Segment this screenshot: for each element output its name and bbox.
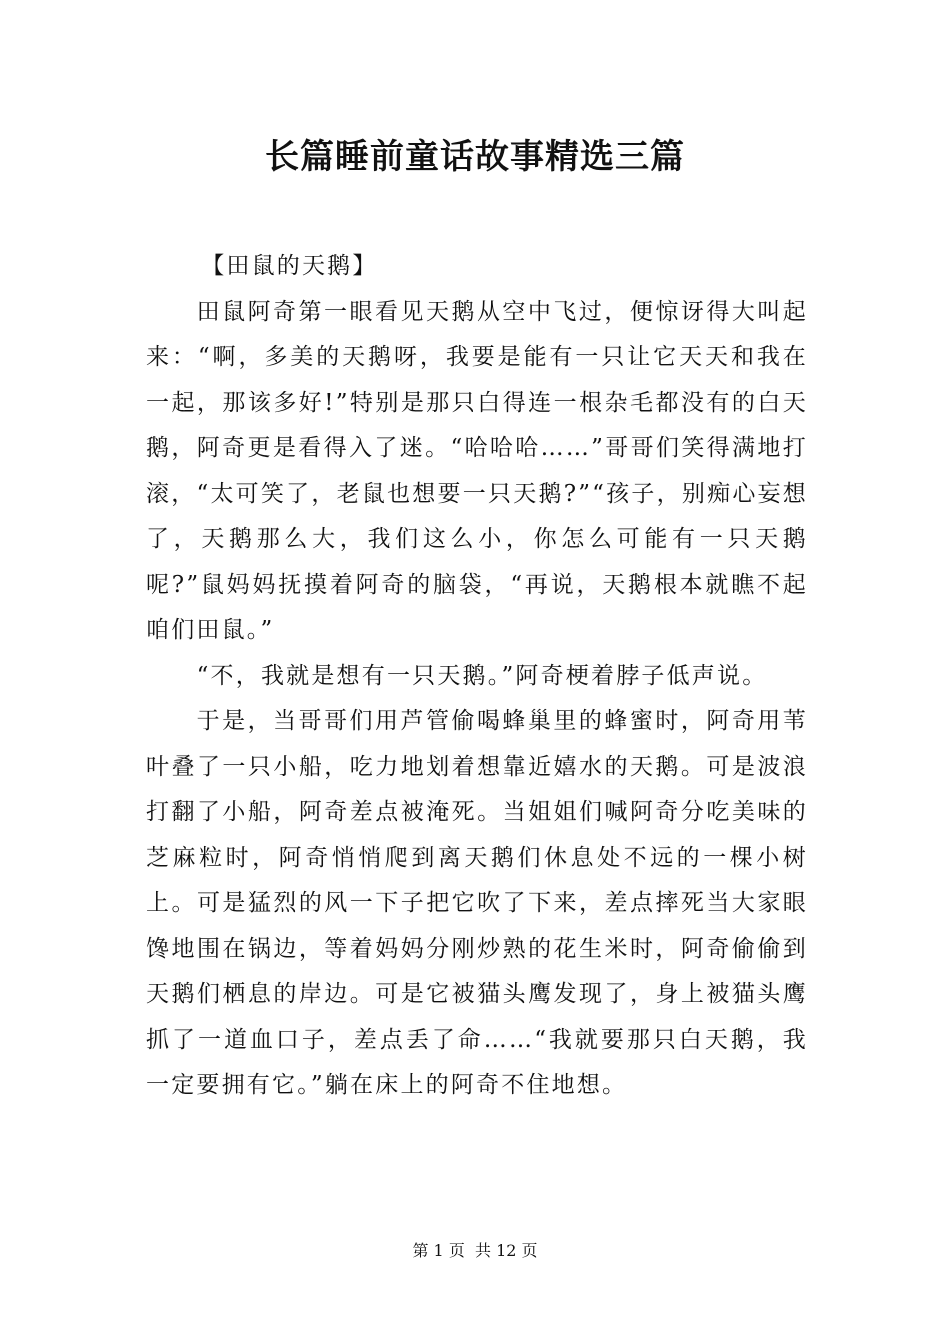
page-number: 第 1 页 共 12 页 <box>412 1241 538 1260</box>
paragraph-3: 于是，当哥哥们用芦管偷喝蜂巢里的蜂蜜时，阿奇用苇叶叠了一只小船，吃力地划着想靠近嬉水的天鹅。可是波浪打翻了小船，阿奇差点被淹死。当姐姐们喊阿奇分吃美味的芝麻粒时，阿奇悄悄爬到离天鹅们休息处不远的一棵小树上。可是猛烈的风一下子把它吹了下来，差点摔死当大家眼馋地围在锅边，等着妈妈分刚炒熟的花生米时，阿奇偷偷到天鹅们栖息的岸边。可是它被猫头鹰发现了，身上被猫头鹰抓了一道血口子，差点丢了命……“我就要那只白天鹅，我一定要拥有它。”躺在床上的阿奇不住地想。 <box>146 708 808 1098</box>
section-heading: 【田鼠的天鹅】 <box>201 253 378 279</box>
page-footer <box>0 1239 950 1263</box>
paragraph-1: 田鼠阿奇第一眼看见天鹅从空中飞过，便惊讶得大叫起来：“啊，多美的天鹅呀，我要是能有一只让它天天和我在一起，那该多好!”特别是那只白得连一根杂毛都没有的白天鹅，阿奇更是看得入了迷。“哈哈哈……”哥哥们笑得满地打滚，“太可笑了，老鼠也想要一只天鹅?”“孩子，别痴心妄想了，天鹅那么大，我们这么小，你怎么可能有一只天鹅呢?”鼠妈妈抚摸着阿奇的脑袋，“再说，天鹅根本就瞧不起咱们田鼠。” <box>146 298 808 643</box>
paragraph-2: “不，我就是想有一只天鹅。”阿奇梗着脖子低声说。 <box>196 662 768 689</box>
document-body <box>146 244 808 1109</box>
document-title: 长篇睡前童话故事精选三篇 <box>265 137 685 177</box>
